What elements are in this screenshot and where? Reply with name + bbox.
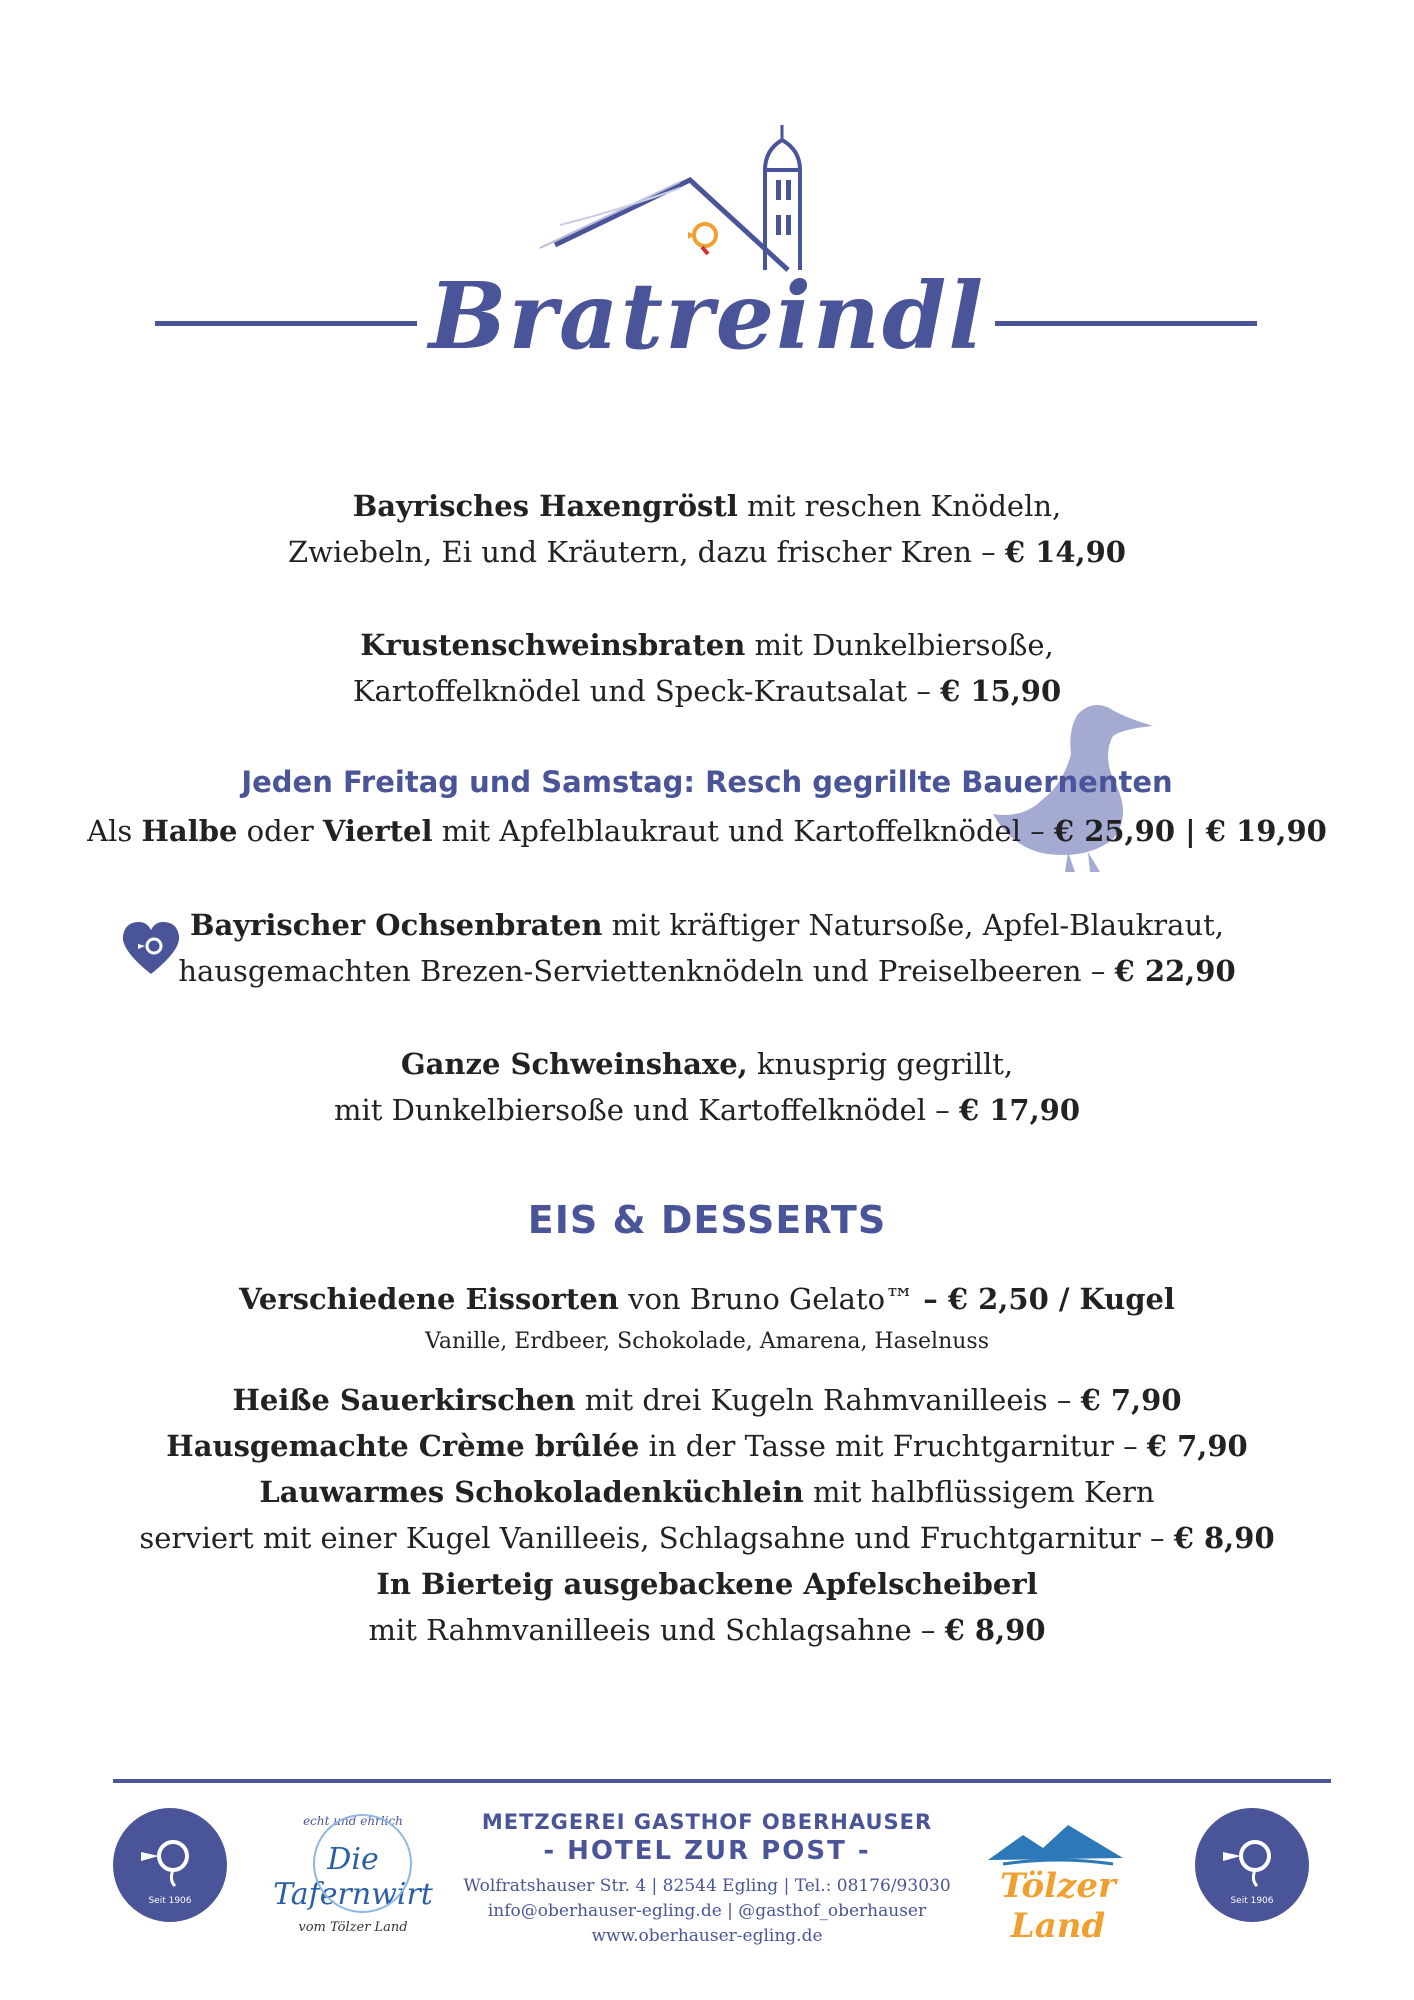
dish-text: knusprig gegrillt, bbox=[747, 1047, 1014, 1081]
dessert-name: Heiße Sauerkirschen bbox=[232, 1383, 576, 1417]
special-heading: Jeden Freitag und Samstag: Resch gegrillte Bauernenten bbox=[241, 765, 1173, 799]
dessert-3-line-1 bbox=[0, 1469, 1414, 1515]
special-bold: Viertel bbox=[322, 814, 433, 848]
dessert-name: Lauwarmes Schokoladenküchlein bbox=[259, 1475, 804, 1509]
badge-text: Seit 1906 bbox=[148, 1896, 192, 1906]
church-tower-icon bbox=[765, 125, 800, 270]
special-text: Als bbox=[87, 814, 142, 848]
special-line bbox=[0, 808, 1414, 854]
dish-2-line-2 bbox=[0, 668, 1414, 714]
dessert-3-line-2 bbox=[0, 1515, 1414, 1561]
footer-name: METZGEREI GASTHOF OBERHAUSER bbox=[481, 1810, 933, 1834]
page-title: Bratreindl bbox=[428, 262, 986, 370]
dish-name: Bayrischer Ochsenbraten bbox=[189, 908, 603, 942]
footer-web[interactable]: www.oberhauser-egling.de bbox=[591, 1926, 823, 1946]
post-badge-right bbox=[1195, 1808, 1309, 1922]
dish-4-line-2 bbox=[0, 1087, 1414, 1133]
church-roof-illustration bbox=[540, 120, 840, 280]
dessert-4-line-1 bbox=[0, 1561, 1414, 1607]
footer-hotel: - HOTEL ZUR POST - bbox=[543, 1836, 871, 1866]
toelzer-land-logo bbox=[978, 1820, 1138, 1946]
dessert-price: € 8,90 bbox=[1173, 1521, 1275, 1555]
dish-name: Bayrisches Haxengröstl bbox=[352, 489, 738, 523]
dish-text: mit kräftiger Natursoße, Apfel-Blaukraut, bbox=[602, 908, 1225, 942]
dessert-name: Hausgemachte Crème brûlée bbox=[166, 1429, 640, 1463]
eis-line bbox=[0, 1276, 1414, 1322]
badge-text: Seit 1906 bbox=[1230, 1896, 1274, 1906]
dish-3-line-1 bbox=[0, 902, 1414, 948]
dessert-price: – € 2,50 / Kugel bbox=[923, 1282, 1175, 1316]
dish-price: € 22,90 bbox=[1114, 954, 1236, 988]
eis-flavours: Vanille, Erdbeer, Schokolade, Amarena, Haselnuss bbox=[425, 1329, 989, 1354]
dessert-text: mit drei Kugeln Rahmvanilleeis – bbox=[575, 1383, 1081, 1417]
dish-1-line-1 bbox=[0, 483, 1414, 529]
dessert-text: von Bruno Gelato™ bbox=[618, 1282, 924, 1316]
dessert-2 bbox=[0, 1423, 1414, 1469]
dish-3-line-2 bbox=[0, 948, 1414, 994]
desserts-heading: EIS & DESSERTS bbox=[527, 1198, 887, 1242]
dessert-price: € 8,90 bbox=[944, 1613, 1046, 1647]
special-bold: Halbe bbox=[141, 814, 238, 848]
dessert-name: In Bierteig ausgebackene Apfelscheiberl bbox=[376, 1567, 1038, 1601]
dessert-price: € 7,90 bbox=[1146, 1429, 1248, 1463]
footer-rule bbox=[113, 1779, 1331, 1783]
dish-2-line-1 bbox=[0, 622, 1414, 668]
logo-bottom: vom Tölzer Land bbox=[298, 1920, 408, 1935]
dish-text: mit Dunkelbiersoße und Kartoffelknödel – bbox=[333, 1093, 959, 1127]
dish-text: Kartoffelknödel und Speck-Krautsalat – bbox=[352, 674, 941, 708]
special-price: € 25,90 | € 19,90 bbox=[1053, 814, 1327, 848]
dish-1-line-2 bbox=[0, 529, 1414, 575]
dessert-1 bbox=[0, 1377, 1414, 1423]
dish-price: € 14,90 bbox=[1004, 535, 1126, 569]
special-text: oder bbox=[237, 814, 323, 848]
dish-text: mit Dunkelbiersoße, bbox=[745, 628, 1054, 662]
dessert-name: Verschiedene Eissorten bbox=[239, 1282, 619, 1316]
special-text: mit Apfelblaukraut und Kartoffelknödel – bbox=[432, 814, 1054, 848]
logo-top: echt und ehrlich bbox=[303, 1814, 403, 1828]
mountain-lake-icon bbox=[983, 1820, 1133, 1870]
dish-name: Krustenschweinsbraten bbox=[360, 628, 746, 662]
dessert-4-line-2 bbox=[0, 1607, 1414, 1653]
dessert-text: mit halbflüssigem Kern bbox=[803, 1475, 1155, 1509]
dish-4-line-1 bbox=[0, 1041, 1414, 1087]
footer-address: Wolfratshauser Str. 4 | 82544 Egling | Tel.: 08176/93030 bbox=[463, 1876, 951, 1896]
dessert-text: in der Tasse mit Fruchtgarnitur – bbox=[639, 1429, 1147, 1463]
logo-text: Tölzer Land bbox=[1000, 1866, 1116, 1946]
dessert-price: € 7,90 bbox=[1080, 1383, 1182, 1417]
dish-text: Zwiebeln, Ei und Kräutern, dazu frischer Kren – bbox=[288, 535, 1005, 569]
dish-price: € 17,90 bbox=[958, 1093, 1081, 1127]
logo-main: Die Tafernwirt bbox=[273, 1842, 433, 1912]
dessert-text: serviert mit einer Kugel Vanilleeis, Schlagsahne und Fruchtgarnitur – bbox=[139, 1521, 1174, 1555]
footer-contact[interactable]: info@oberhauser-egling.de | @gasthof_oberhauser bbox=[487, 1901, 927, 1921]
dish-text: hausgemachten Brezen-Serviettenknödeln und Preiselbeeren – bbox=[178, 954, 1115, 988]
dessert-text: mit Rahmvanilleeis und Schlagsahne – bbox=[368, 1613, 945, 1647]
dish-price: € 15,90 bbox=[940, 674, 1062, 708]
post-horn-icon bbox=[688, 224, 716, 254]
dish-name: Ganze Schweinshaxe, bbox=[400, 1047, 748, 1081]
dish-text: mit reschen Knödeln, bbox=[737, 489, 1062, 523]
